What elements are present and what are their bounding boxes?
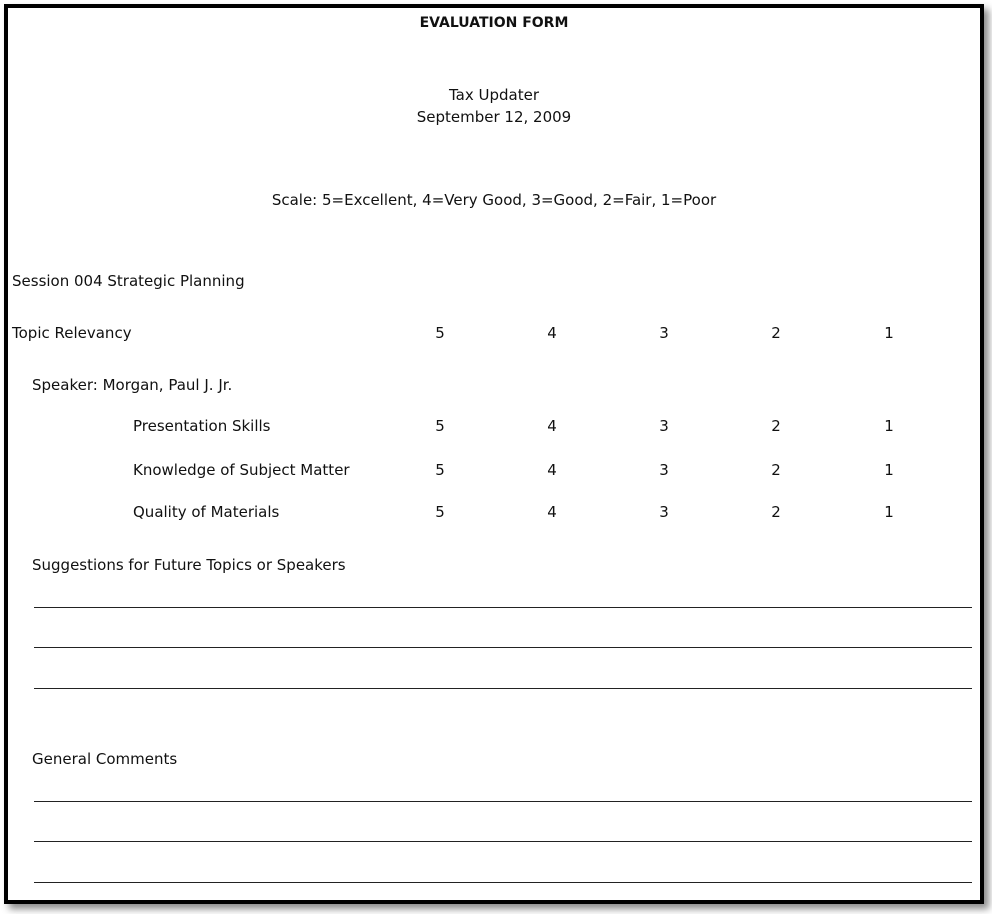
topic-relevancy-rating-1[interactable]: 1 [884,324,894,342]
topic-relevancy-label: Topic Relevancy [12,324,132,342]
topic-relevancy-rating-5[interactable]: 5 [435,324,445,342]
general-comments-write-line-3[interactable] [34,882,972,883]
knowledge-subject-rating-2[interactable]: 2 [771,461,781,479]
evaluation-form-page [4,4,984,904]
presentation-skills-rating-4[interactable]: 4 [547,417,557,435]
knowledge-subject-rating-1[interactable]: 1 [884,461,894,479]
presentation-skills-rating-1[interactable]: 1 [884,417,894,435]
knowledge-subject-rating-3[interactable]: 3 [659,461,669,479]
quality-materials-rating-5[interactable]: 5 [435,503,445,521]
event-name: Tax Updater [448,86,539,104]
knowledge-subject-rating-4[interactable]: 4 [547,461,557,479]
topic-relevancy-rating-4[interactable]: 4 [547,324,557,342]
presentation-skills-rating-2[interactable]: 2 [771,417,781,435]
quality-materials-rating-4[interactable]: 4 [547,503,557,521]
presentation-skills-rating-3[interactable]: 3 [659,417,669,435]
suggestions-write-line-2[interactable] [34,647,972,648]
form-title: EVALUATION FORM [419,15,569,31]
general-comments-write-line-1[interactable] [34,801,972,802]
topic-relevancy-rating-3[interactable]: 3 [659,324,669,342]
knowledge-subject-rating-5[interactable]: 5 [435,461,445,479]
quality-materials-rating-1[interactable]: 1 [884,503,894,521]
quality-materials-rating-3[interactable]: 3 [659,503,669,521]
speaker-label: Speaker: Morgan, Paul J. Jr. [32,376,233,394]
quality-materials-label: Quality of Materials [133,503,280,521]
event-date: September 12, 2009 [416,108,572,126]
general-comments-write-line-2[interactable] [34,841,972,842]
presentation-skills-rating-5[interactable]: 5 [435,417,445,435]
suggestions-label: Suggestions for Future Topics or Speakers [32,556,346,574]
suggestions-write-line-3[interactable] [34,688,972,689]
suggestions-write-line-1[interactable] [34,607,972,608]
session-title: Session 004 Strategic Planning [12,272,245,290]
topic-relevancy-rating-2[interactable]: 2 [771,324,781,342]
quality-materials-rating-2[interactable]: 2 [771,503,781,521]
general-comments-label: General Comments [32,750,178,768]
presentation-skills-label: Presentation Skills [133,417,271,435]
knowledge-subject-label: Knowledge of Subject Matter [133,461,350,479]
rating-scale: Scale: 5=Excellent, 4=Very Good, 3=Good, 2=Fair, 1=Poor [271,191,717,209]
